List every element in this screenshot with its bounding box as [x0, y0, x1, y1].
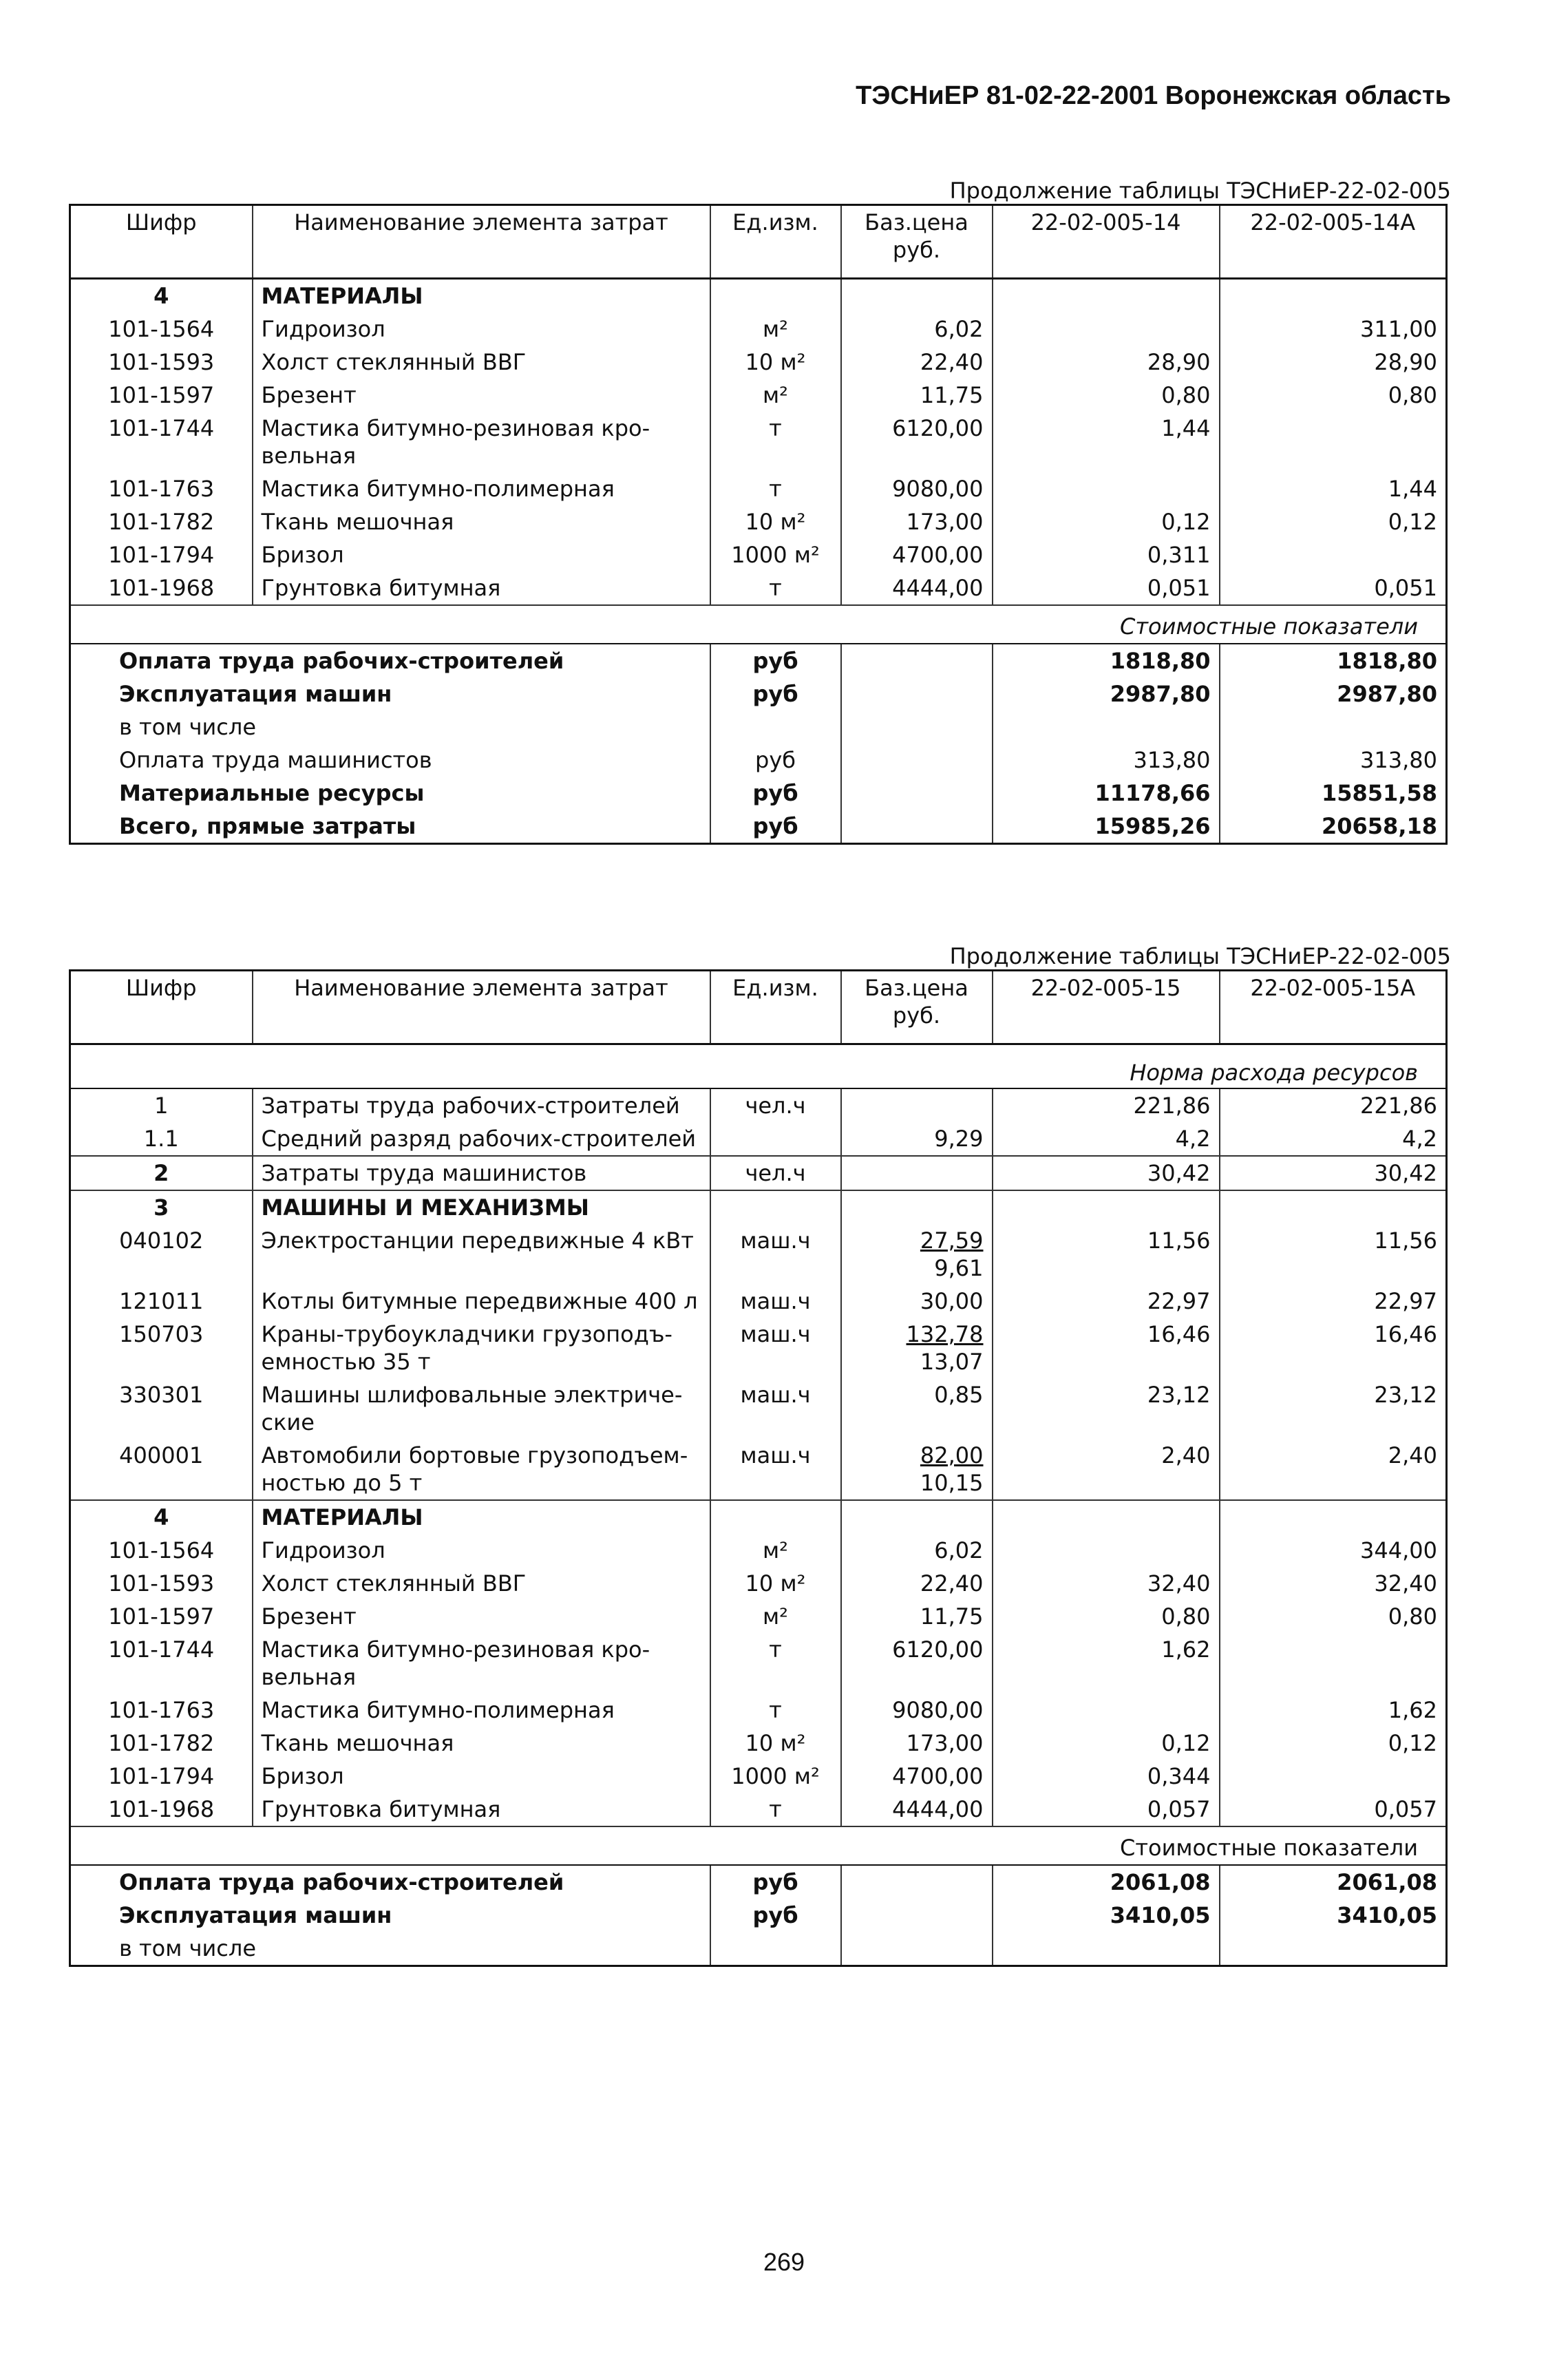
row-price: 4700,00	[841, 538, 993, 571]
summary-value-a: 2987,80	[993, 677, 1220, 710]
row-code: 101-1744	[108, 415, 215, 441]
row-price: 9080,00	[841, 472, 993, 505]
row-value-a	[993, 1534, 1220, 1567]
row-code: 101-1763	[108, 1697, 215, 1723]
summary-value-b: 2987,80	[1220, 677, 1447, 710]
row-value-a: 0,057	[993, 1793, 1220, 1826]
row-value-b: 0,80	[1220, 1600, 1447, 1633]
row-name: Грунтовка битумная	[253, 1793, 710, 1826]
row-unit: м²	[710, 379, 841, 412]
summary-value-a	[993, 710, 1220, 744]
summary-empty	[841, 677, 993, 710]
summary-row	[70, 777, 1447, 810]
table-row	[70, 346, 1447, 379]
col-header-code: Шифр	[70, 205, 253, 279]
row-price: 9080,00	[841, 1694, 993, 1727]
row-value-a: 11,56	[993, 1224, 1220, 1285]
summary-row	[70, 1899, 1447, 1932]
summary-row	[70, 710, 1447, 744]
col-header-a: 22-02-005-14	[993, 205, 1220, 279]
table1-materials	[70, 313, 1447, 605]
row-value-b: 32,40	[1220, 1567, 1447, 1600]
row-code: 101-1564	[108, 1537, 215, 1563]
row-unit: маш.ч	[710, 1224, 841, 1285]
summary-row	[70, 644, 1447, 677]
row-name: Мастика битумно-резиновая кро-вельная	[253, 1633, 710, 1694]
row-unit: чел.ч	[710, 1088, 841, 1122]
row-value-a: 221,86	[993, 1088, 1220, 1122]
row-name: Котлы битумные передвижные 400 л	[253, 1285, 710, 1318]
row-price: 4700,00	[841, 1760, 993, 1793]
table-row	[70, 1378, 1447, 1439]
page-number: 269	[763, 2248, 805, 2276]
col-header-unit: Ед.изм.	[710, 205, 841, 279]
summary-value-b: 1818,80	[1220, 644, 1447, 677]
row-unit: маш.ч	[710, 1439, 841, 1500]
row-unit: 10 м²	[710, 505, 841, 538]
summary-empty	[841, 810, 993, 844]
row-price: 132,78 13,07	[841, 1318, 993, 1378]
summary-value-b: 3410,05	[1220, 1899, 1447, 1932]
row-value-b	[1220, 412, 1447, 472]
summary-name: Всего, прямые затраты	[119, 813, 416, 839]
row-value-a: 0,344	[993, 1760, 1220, 1793]
row-unit: т	[710, 571, 841, 605]
summary-row	[70, 1865, 1447, 1899]
summary-value-a: 1818,80	[993, 644, 1220, 677]
row-code: 1.1	[143, 1126, 179, 1152]
row-value-a: 4,2	[993, 1122, 1220, 1156]
table-row	[70, 1439, 1447, 1500]
row-price: 22,40	[841, 346, 993, 379]
table-row	[70, 1318, 1447, 1378]
row-unit: м²	[710, 1600, 841, 1633]
summary-value-b: 20658,18	[1220, 810, 1447, 844]
table1-summary	[70, 644, 1447, 844]
table2-machines	[70, 1224, 1447, 1500]
summary-row	[70, 810, 1447, 844]
col-header-name: Наименование элемента затрат	[253, 971, 710, 1044]
row-value-b: 0,051	[1220, 571, 1447, 605]
row-value-b	[1220, 1760, 1447, 1793]
row-value-a: 22,97	[993, 1285, 1220, 1318]
row-name: Гидроизол	[253, 1534, 710, 1567]
row-code: 101-1744	[108, 1636, 215, 1663]
row-value-b: 4,2	[1220, 1122, 1447, 1156]
row-price: 6120,00	[841, 1633, 993, 1694]
row-value-b: 2,40	[1220, 1439, 1447, 1500]
table-row	[70, 1727, 1447, 1760]
summary-value-b	[1220, 1932, 1447, 1966]
summary-value-b: 2061,08	[1220, 1865, 1447, 1899]
row-price: 9,29	[841, 1122, 993, 1156]
col-header-b: 22-02-005-14А	[1220, 205, 1447, 279]
row-unit: м²	[710, 1534, 841, 1567]
row-value-b	[1220, 538, 1447, 571]
row-value-b	[1220, 1633, 1447, 1694]
row-code: 101-1794	[108, 542, 215, 568]
summary-value-a	[993, 1932, 1220, 1966]
row-name: Машины шлифовальные электриче-ские	[253, 1378, 710, 1439]
summary-name: Материальные ресурсы	[119, 780, 425, 806]
row-value-b: 0,12	[1220, 1727, 1447, 1760]
row-code: 101-1763	[108, 476, 215, 502]
row-value-a: 23,12	[993, 1378, 1220, 1439]
row-code: 400001	[119, 1442, 204, 1468]
row-code: 121011	[119, 1288, 204, 1314]
row-code: 101-1968	[108, 575, 215, 601]
row-code: 101-1794	[108, 1763, 215, 1789]
summary-unit: руб	[710, 677, 841, 710]
row-value-b: 311,00	[1220, 313, 1447, 346]
row-value-a: 0,12	[993, 505, 1220, 538]
summary-value-a: 15985,26	[993, 810, 1220, 844]
row-code: 101-1782	[108, 509, 215, 535]
row-value-b: 0,057	[1220, 1793, 1447, 1826]
summary-unit: руб	[710, 644, 841, 677]
summary-value-b: 15851,58	[1220, 777, 1447, 810]
table-row	[70, 472, 1447, 505]
row-value-b: 22,97	[1220, 1285, 1447, 1318]
summary-row	[70, 677, 1447, 710]
row-price: 0,85	[841, 1378, 993, 1439]
row-value-a: 0,80	[993, 1600, 1220, 1633]
row-value-a: 28,90	[993, 346, 1220, 379]
row-value-b: 1,44	[1220, 472, 1447, 505]
row-unit: т	[710, 412, 841, 472]
row-code: 101-1968	[108, 1796, 215, 1822]
row-price: 4444,00	[841, 1793, 993, 1826]
summary-empty	[841, 1865, 993, 1899]
row-code: 1	[154, 1093, 169, 1119]
summary-value-a: 3410,05	[993, 1899, 1220, 1932]
table-row	[70, 1633, 1447, 1694]
summary-name: Оплата труда рабочих-строителей	[119, 648, 564, 674]
row-unit: т	[710, 1694, 841, 1727]
norm-band: Норма расхода ресурсов	[70, 1044, 1447, 1089]
summary-unit	[710, 710, 841, 744]
table-row	[70, 1534, 1447, 1567]
table2-summary	[70, 1865, 1447, 1966]
table-row	[70, 505, 1447, 538]
row-unit: 10 м²	[710, 346, 841, 379]
row-value-b: 28,90	[1220, 346, 1447, 379]
row-name: Грунтовка битумная	[253, 571, 710, 605]
summary-value-a: 313,80	[993, 744, 1220, 777]
row-unit: т	[710, 472, 841, 505]
row-unit: 10 м²	[710, 1727, 841, 1760]
summary-empty	[841, 1899, 993, 1932]
summary-row	[70, 744, 1447, 777]
row-price: 11,75	[841, 379, 993, 412]
row-code: 101-1597	[108, 1603, 215, 1630]
row-value-b: 1,62	[1220, 1694, 1447, 1727]
summary-empty	[841, 777, 993, 810]
row-price: 11,75	[841, 1600, 993, 1633]
row-name: Брезент	[253, 1600, 710, 1633]
row-value-a: 1,62	[993, 1633, 1220, 1694]
table2-header-row	[70, 971, 1447, 1044]
row-price: 6,02	[841, 1534, 993, 1567]
row-value-b: 0,12	[1220, 505, 1447, 538]
table2	[69, 969, 1448, 1967]
row-value-a	[993, 472, 1220, 505]
row-code: 101-1593	[108, 349, 215, 375]
summary-value-a: 2061,08	[993, 1865, 1220, 1899]
row-unit: маш.ч	[710, 1285, 841, 1318]
row-value-a: 0,80	[993, 379, 1220, 412]
row-value-a: 0,12	[993, 1727, 1220, 1760]
summary-name: Оплата труда рабочих-строителей	[119, 1869, 564, 1895]
cost-band: Стоимостные показатели	[70, 605, 1447, 644]
row-value-b: 11,56	[1220, 1224, 1447, 1285]
summary-unit: руб	[710, 777, 841, 810]
summary-name: в том числе	[119, 714, 256, 740]
row-unit: м²	[710, 313, 841, 346]
row-name: Мастика битумно-полимерная	[253, 1694, 710, 1727]
table-row	[70, 313, 1447, 346]
row-unit: т	[710, 1793, 841, 1826]
table-row	[70, 379, 1447, 412]
summary-empty	[841, 1932, 993, 1966]
row-value-b: 16,46	[1220, 1318, 1447, 1378]
row-unit: 10 м²	[710, 1567, 841, 1600]
row-value-a	[993, 1694, 1220, 1727]
col-header-b: 22-02-005-15А	[1220, 971, 1447, 1044]
table-row	[70, 571, 1447, 605]
summary-empty	[841, 710, 993, 744]
table2-labor	[70, 1088, 1447, 1156]
summary-row	[70, 1932, 1447, 1966]
table-row	[70, 412, 1447, 472]
summary-value-b	[1220, 710, 1447, 744]
table1-caption: Продолжение таблицы ТЭСНиЕР-22-02-005	[949, 178, 1451, 204]
row-name: Мастика битумно-резиновая кро-вельная	[253, 412, 710, 472]
table-row	[70, 1122, 1447, 1156]
row-code: 101-1782	[108, 1730, 215, 1756]
table2-caption: Продолжение таблицы ТЭСНиЕР-22-02-005	[949, 943, 1451, 969]
section-row: 4 МАТЕРИАЛЫ	[70, 1500, 1447, 1534]
row-code: 101-1593	[108, 1570, 215, 1597]
cost-band: Стоимостные показатели	[70, 1826, 1447, 1865]
section-row: 4 МАТЕРИАЛЫ	[70, 279, 1447, 313]
summary-name: Оплата труда машинистов	[119, 747, 432, 773]
row-name: Холст стеклянный ВВГ	[253, 1567, 710, 1600]
row-value-b: 23,12	[1220, 1378, 1447, 1439]
table-row	[70, 1285, 1447, 1318]
row-name: Гидроизол	[253, 313, 710, 346]
col-header-price: Баз.цена руб.	[841, 205, 993, 279]
row-name: Бризол	[253, 1760, 710, 1793]
row-unit: маш.ч	[710, 1318, 841, 1378]
row-price: 173,00	[841, 505, 993, 538]
table-row	[70, 1224, 1447, 1285]
row-value-a: 2,40	[993, 1439, 1220, 1500]
row-name: Краны-трубоукладчики грузоподъ-емностью 35 т	[253, 1318, 710, 1378]
table1-header-row	[70, 205, 1447, 279]
section-row: 3 МАШИНЫ И МЕХАНИЗМЫ	[70, 1190, 1447, 1224]
row-price: 27,59 9,61	[841, 1224, 993, 1285]
row-name: Мастика битумно-полимерная	[253, 472, 710, 505]
row-value-a	[993, 313, 1220, 346]
row-code: 040102	[119, 1228, 204, 1254]
row-unit: 1000 м²	[710, 1760, 841, 1793]
summary-name: Эксплуатация машин	[119, 681, 392, 707]
row-price: 82,00 10,15	[841, 1439, 993, 1500]
summary-unit: руб	[710, 1865, 841, 1899]
row-name: Ткань мешочная	[253, 1727, 710, 1760]
row-unit: маш.ч	[710, 1378, 841, 1439]
summary-unit: руб	[710, 810, 841, 844]
row-name: Автомобили бортовые грузоподъем-ностью до 5 т	[253, 1439, 710, 1500]
table-row	[70, 1567, 1447, 1600]
col-header-name: Наименование элемента затрат	[253, 205, 710, 279]
row-value-b: 344,00	[1220, 1534, 1447, 1567]
row-price: 6120,00	[841, 412, 993, 472]
row-unit: 1000 м²	[710, 538, 841, 571]
row-value-b: 0,80	[1220, 379, 1447, 412]
summary-unit: руб	[710, 1899, 841, 1932]
row-code: 150703	[119, 1321, 204, 1347]
row-name: Затраты труда рабочих-строителей	[253, 1088, 710, 1122]
row-price: 4444,00	[841, 571, 993, 605]
row-code: 101-1564	[108, 316, 215, 342]
row-name: Электростанции передвижные 4 кВт	[253, 1224, 710, 1285]
row-value-a: 16,46	[993, 1318, 1220, 1378]
col-header-code: Шифр	[70, 971, 253, 1044]
row-name: Брезент	[253, 379, 710, 412]
table-row	[70, 1793, 1447, 1826]
table2-materials	[70, 1534, 1447, 1826]
summary-unit: руб	[710, 744, 841, 777]
table-row	[70, 1088, 1447, 1122]
machinists-row: 2 Затраты труда машинистов чел.ч 30,42 30,42	[70, 1156, 1447, 1190]
col-header-unit: Ед.изм.	[710, 971, 841, 1044]
row-unit: т	[710, 1633, 841, 1694]
row-price	[841, 1088, 993, 1122]
row-price: 30,00	[841, 1285, 993, 1318]
table-row	[70, 1760, 1447, 1793]
row-price: 173,00	[841, 1727, 993, 1760]
row-value-a: 0,051	[993, 571, 1220, 605]
table-row	[70, 1694, 1447, 1727]
summary-value-b: 313,80	[1220, 744, 1447, 777]
row-name: Средний разряд рабочих-строителей	[253, 1122, 710, 1156]
row-value-a: 32,40	[993, 1567, 1220, 1600]
row-name: Холст стеклянный ВВГ	[253, 346, 710, 379]
table-row	[70, 1600, 1447, 1633]
row-value-a: 1,44	[993, 412, 1220, 472]
row-code: 101-1597	[108, 382, 215, 408]
summary-empty	[841, 644, 993, 677]
summary-name: Эксплуатация машин	[119, 1902, 392, 1928]
row-value-b: 221,86	[1220, 1088, 1447, 1122]
table1	[69, 204, 1448, 845]
row-price: 22,40	[841, 1567, 993, 1600]
summary-name: в том числе	[119, 1935, 256, 1961]
row-value-a: 0,311	[993, 538, 1220, 571]
row-code: 330301	[119, 1382, 204, 1408]
row-unit	[710, 1122, 841, 1156]
table-row	[70, 538, 1447, 571]
summary-value-a: 11178,66	[993, 777, 1220, 810]
row-name: Ткань мешочная	[253, 505, 710, 538]
row-price: 6,02	[841, 313, 993, 346]
document-title: ТЭСНиЕР 81-02-22-2001 Воронежская область	[856, 81, 1451, 110]
summary-empty	[841, 744, 993, 777]
col-header-price: Баз.цена руб.	[841, 971, 993, 1044]
col-header-a: 22-02-005-15	[993, 971, 1220, 1044]
row-name: Бризол	[253, 538, 710, 571]
summary-unit	[710, 1932, 841, 1966]
